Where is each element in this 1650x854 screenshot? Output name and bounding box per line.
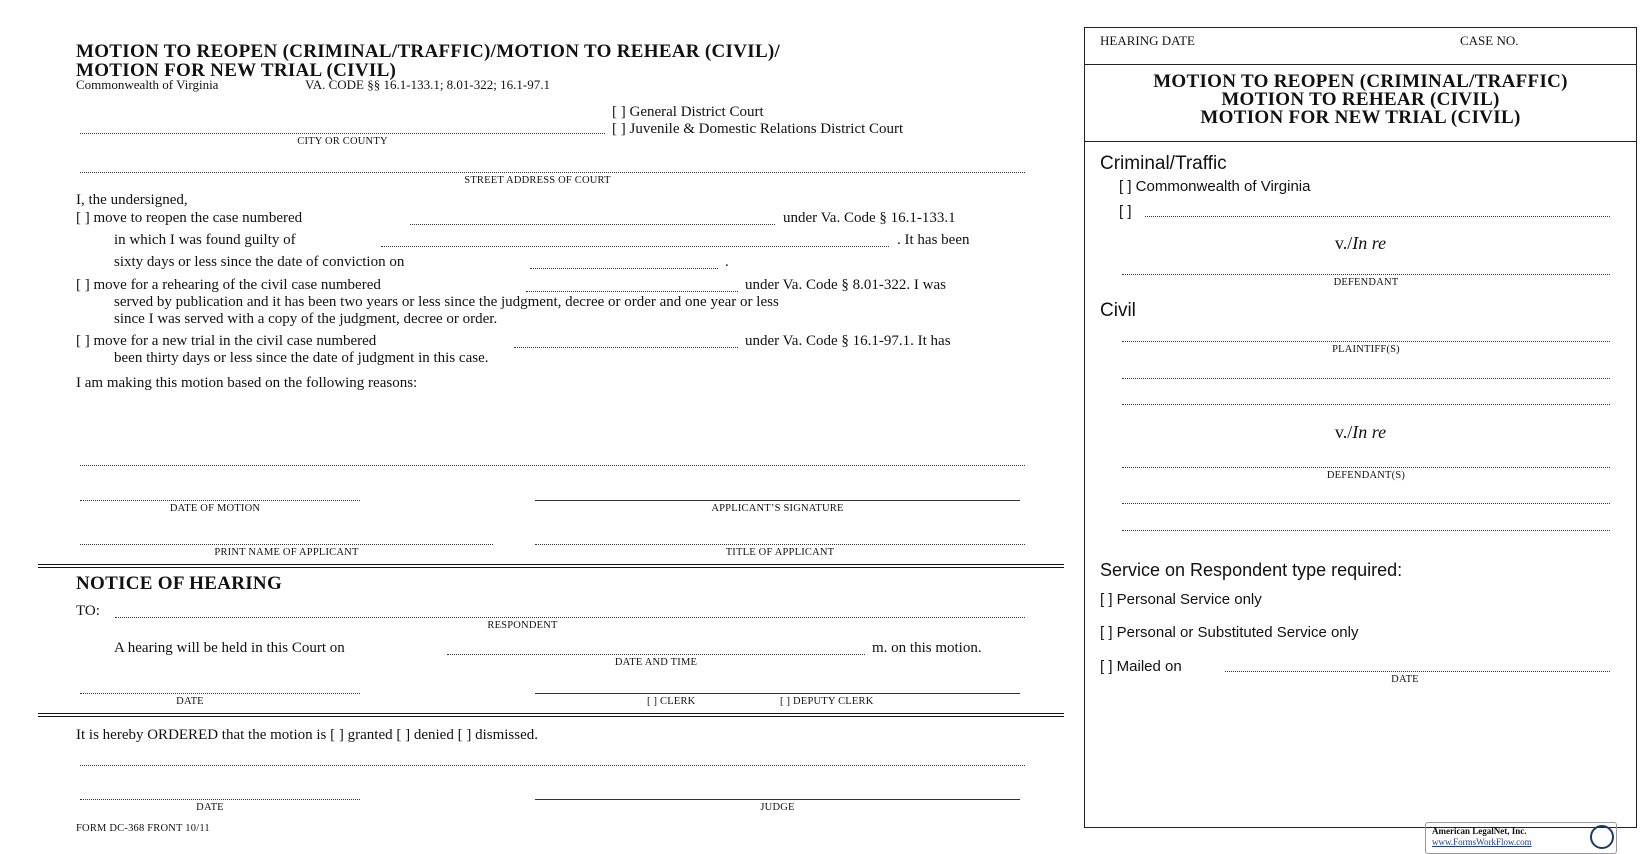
civil-heading: Civil: [1100, 300, 1136, 321]
rehear-text-2: served by publication and it has been two years or less since the judgment, decree or order and one year or less: [114, 294, 779, 310]
box-title-1: MOTION TO REOPEN (CRIMINAL/TRAFFIC): [1153, 71, 1568, 92]
title-of-applicant-field[interactable]: [535, 544, 1025, 545]
reopen-code-text: under Va. Code § 16.1-133.1: [783, 210, 956, 226]
clerk-signature-field[interactable]: [535, 693, 1020, 694]
logo-url[interactable]: www.FormsWorkFlow.com: [1432, 837, 1532, 847]
notice-of-hearing-title: NOTICE OF HEARING: [76, 573, 283, 594]
plaintiff-field-2[interactable]: [1122, 378, 1610, 379]
order-date-field[interactable]: [80, 799, 360, 800]
date-of-motion-label: DATE OF MOTION: [169, 503, 261, 514]
defendants-label: DEFENDANT(S): [1326, 470, 1406, 481]
box-title-3: MOTION FOR NEW TRIAL (CIVIL): [1200, 107, 1521, 128]
criminal-traffic-heading: Criminal/Traffic: [1100, 153, 1227, 174]
date-and-time-label: DATE AND TIME: [614, 657, 698, 668]
deputy-clerk-checkbox[interactable]: [ ] DEPUTY CLERK: [780, 696, 874, 707]
versus-in-re-1: [1085, 233, 1636, 254]
conviction-date-field[interactable]: [530, 268, 718, 269]
reasons-field[interactable]: [80, 465, 1025, 466]
hearing-text: A hearing will be held in this Court on: [114, 640, 345, 656]
sixty-days-text: sixty days or less since the date of conviction on: [114, 254, 405, 270]
versus-prefix-2: v./: [1334, 422, 1353, 442]
rehear-case-number-field[interactable]: [526, 291, 738, 292]
section-divider: [38, 564, 1064, 568]
other-party-checkbox[interactable]: [ ]: [1119, 203, 1132, 220]
va-code-citation: VA. CODE §§ 16.1-133.1; 8.01-322; 16.1-97.1: [305, 77, 550, 92]
hearing-text-end: m. on this motion.: [872, 640, 982, 656]
commonwealth-checkbox[interactable]: [ ] Commonwealth of Virginia: [1119, 178, 1311, 195]
to-label: TO:: [76, 603, 100, 619]
case-number-label: CASE NO.: [1460, 33, 1519, 48]
street-address-label: STREET ADDRESS OF COURT: [464, 175, 611, 186]
respondent-label: RESPONDENT: [487, 620, 558, 631]
notice-date-field[interactable]: [80, 693, 360, 694]
service-type-heading: Service on Respondent type required:: [1100, 560, 1403, 580]
reopen-case-number-field[interactable]: [410, 224, 775, 225]
undersigned-text: I, the undersigned,: [76, 192, 188, 208]
order-notes-field[interactable]: [80, 765, 1025, 766]
court-jdr-checkbox[interactable]: [ ] Juvenile & Domestic Relations District Court: [612, 121, 904, 137]
sixty-days-period: .: [725, 254, 729, 270]
new-trial-checkbox[interactable]: [ ] move for a new trial in the civil case numbered: [76, 333, 377, 349]
court-general-district-checkbox[interactable]: [ ] General District Court: [612, 104, 764, 120]
hearing-date-label: HEARING DATE: [1100, 33, 1195, 48]
defendants-field-3[interactable]: [1122, 530, 1610, 531]
defendant-label: DEFENDANT: [1333, 277, 1399, 288]
city-county-field[interactable]: [80, 133, 605, 134]
box-title-2: MOTION TO REHEAR (CIVIL): [1221, 89, 1500, 110]
jurisdiction: Commonwealth of Virginia: [76, 77, 219, 92]
judge-label: JUDGE: [760, 802, 795, 813]
versus-prefix-1: v./: [1334, 233, 1353, 253]
ordered-text[interactable]: It is hereby ORDERED that the motion is [ ] granted [ ] denied [ ] dismissed.: [76, 727, 538, 743]
globe-icon: [1590, 825, 1614, 849]
street-address-field[interactable]: [80, 172, 1025, 173]
reopen-checkbox[interactable]: [ ] move to reopen the case numbered: [76, 210, 303, 226]
form-title-line2: MOTION FOR NEW TRIAL (CIVIL): [76, 60, 397, 81]
rehear-text-3: since I was served with a copy of the judgment, decree or order.: [114, 311, 498, 327]
guilty-text-end: . It has been: [897, 232, 970, 248]
reasons-label: I am making this motion based on the following reasons:: [76, 375, 418, 391]
rehear-code-text: under Va. Code § 8.01-322. I was: [745, 277, 946, 293]
rehear-checkbox[interactable]: [ ] move for a rehearing of the civil case numbered: [76, 277, 381, 293]
box-divider-top: [1085, 64, 1636, 65]
judge-signature-field[interactable]: [535, 799, 1020, 800]
clerk-checkbox[interactable]: [ ] CLERK: [647, 696, 696, 707]
date-of-motion-field[interactable]: [80, 500, 360, 501]
plaintiff-label: PLAINTIFF(S): [1332, 344, 1400, 355]
new-trial-case-number-field[interactable]: [514, 347, 738, 348]
print-name-label: PRINT NAME OF APPLICANT: [214, 547, 359, 558]
hearing-date-time-field[interactable]: [447, 654, 865, 655]
logo-name: American LegalNet, Inc.: [1432, 826, 1527, 836]
applicant-signature-field[interactable]: [535, 500, 1020, 501]
defendants-field[interactable]: [1122, 467, 1610, 468]
order-date-label: DATE: [196, 802, 224, 813]
notice-date-label: DATE: [176, 696, 204, 707]
respondent-field[interactable]: [115, 617, 1025, 618]
new-trial-text-2: been thirty days or less since the date of judgment in this case.: [114, 350, 489, 366]
guilty-text: in which I was found guilty of: [114, 232, 296, 248]
versus-in-re-2: [1085, 422, 1636, 443]
city-county-label: CITY OR COUNTY: [297, 136, 388, 147]
defendant-field[interactable]: [1122, 274, 1610, 275]
mailed-on-checkbox[interactable]: [ ] Mailed on: [1100, 658, 1182, 675]
guilty-offense-field[interactable]: [381, 246, 889, 247]
mailed-date-label: DATE: [1391, 674, 1419, 685]
form-id: FORM DC-368 FRONT 10/11: [76, 823, 210, 834]
applicant-signature-label: APPLICANT’S SIGNATURE: [711, 503, 844, 514]
in-re-1: In re: [1352, 233, 1387, 253]
form-title-line1: MOTION TO REOPEN (CRIMINAL/TRAFFIC)/MOTION TO REHEAR (CIVIL)/: [76, 41, 781, 62]
section-divider-2: [38, 713, 1064, 717]
personal-service-checkbox[interactable]: [ ] Personal Service only: [1100, 591, 1262, 608]
plaintiff-field-3[interactable]: [1122, 404, 1610, 405]
title-of-applicant-label: TITLE OF APPLICANT: [725, 547, 835, 558]
in-re-2: In re: [1352, 422, 1387, 442]
other-party-field[interactable]: [1145, 216, 1610, 217]
mailed-date-field[interactable]: [1225, 671, 1610, 672]
defendants-field-2[interactable]: [1122, 503, 1610, 504]
american-legalnet-logo: [1425, 822, 1617, 854]
plaintiff-field[interactable]: [1122, 341, 1610, 342]
personal-substituted-checkbox[interactable]: [ ] Personal or Substituted Service only: [1100, 624, 1359, 641]
box-divider-title: [1085, 141, 1636, 142]
new-trial-code-text: under Va. Code § 16.1-97.1. It has: [745, 333, 951, 349]
print-name-field[interactable]: [80, 544, 493, 545]
